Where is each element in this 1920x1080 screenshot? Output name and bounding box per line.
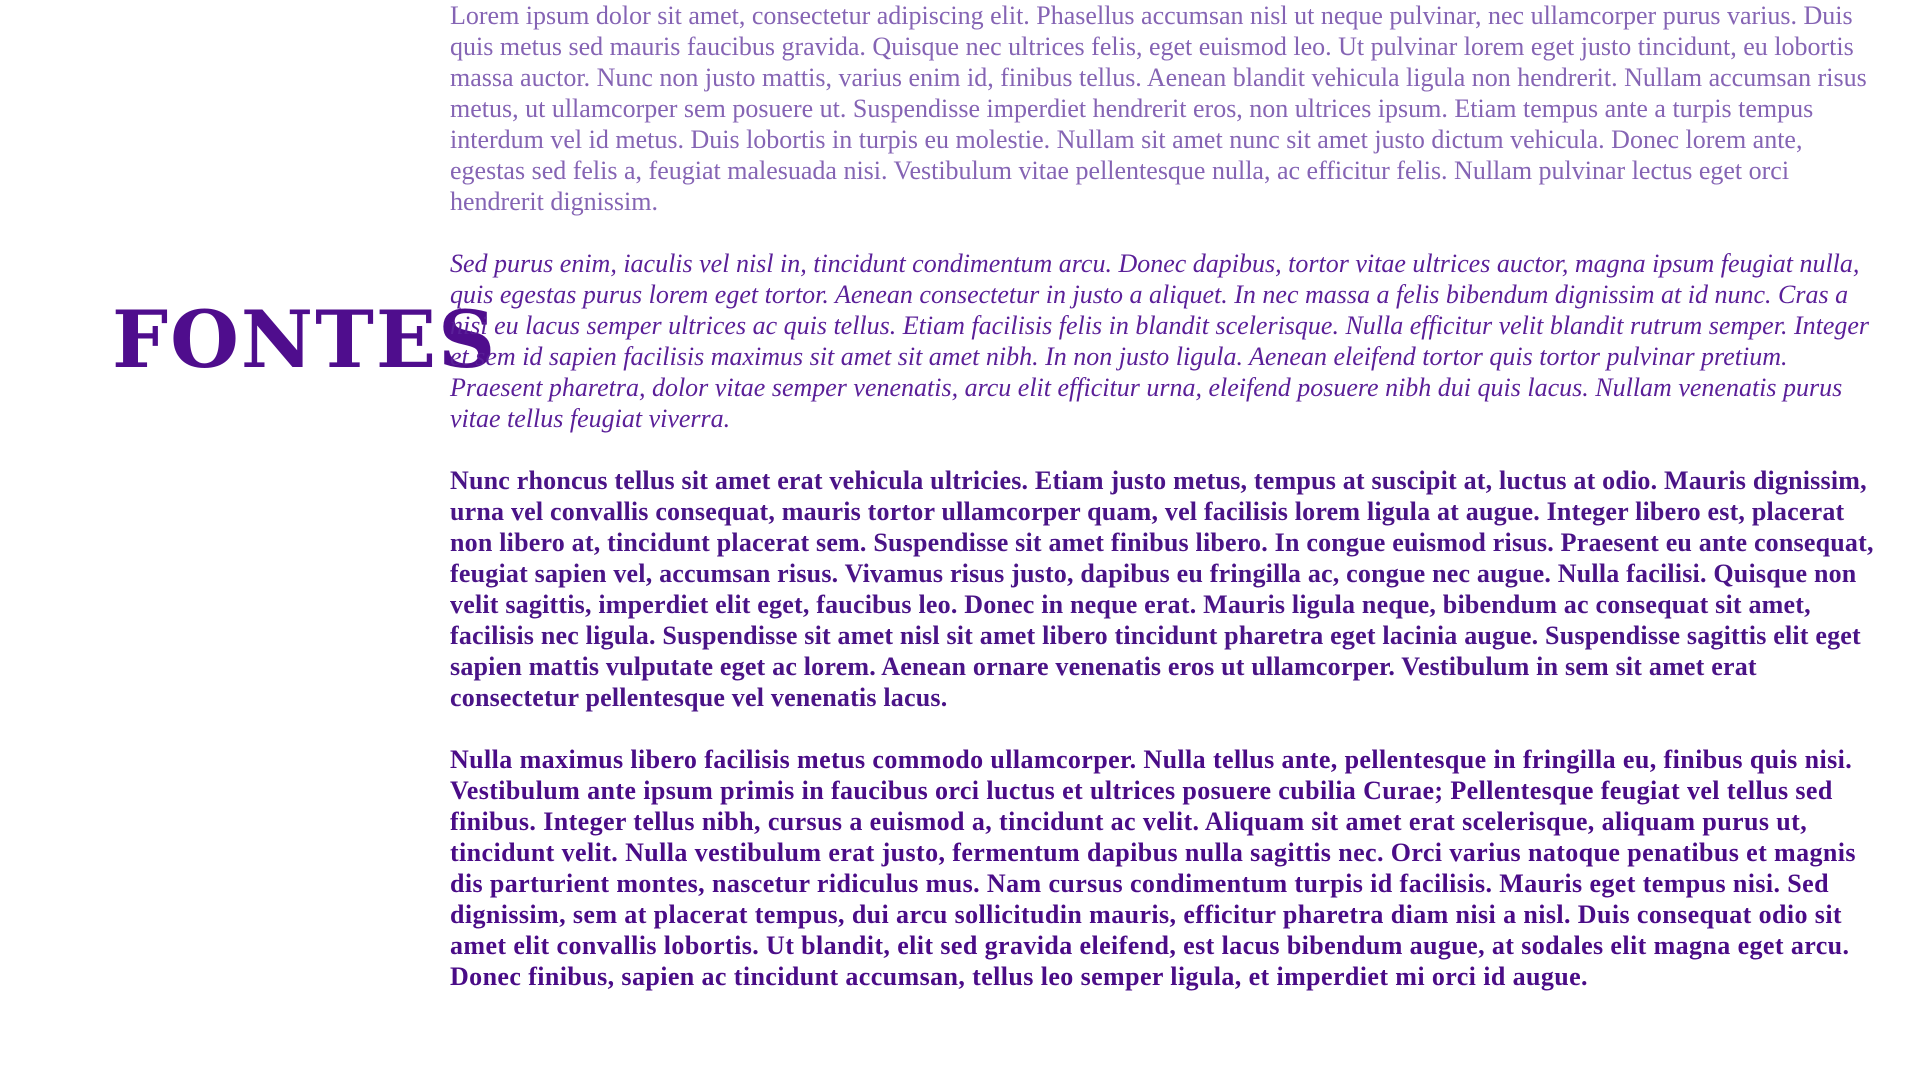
paragraph-bold: Nulla maximus libero facilisis metus commodo ullamcorper. Nulla tellus ante, pellentesque in fringilla eu, finibus quis nisi. Vestibulum ante ipsum primis in faucibus orci luctus et ultrices posuere cubilia Curae; Pellentesque feugiat vel tellus sed finibus. Integer tellus nibh, cursus a euismod a, tincidunt ac velit. Aliquam sit amet erat scelerisque, aliquam purus ut, tincidunt velit. Nulla vestibulum erat justo, fermentum dapibus nulla sagittis nec. Orci varius natoque penatibus et magnis dis parturient montes, nascetur ridiculus mus. Nam cursus condimentum turpis id facilisis. Mauris eget tempus nisi. Sed dignissim, sem at placerat tempus, dui arcu sollicitudin mauris, efficitur pharetra diam nisi a nisl. Duis consequat odio sit amet elit convallis lobortis. Ut blandit, elit sed gravida eleifend, est lacus bibendum augue, at sodales elit magna eget arcu. Donec finibus, sapien ac tincidunt accumsan, tellus leo semper ligula, et imperdiet mi orci id augue. [450,745,1856,991]
paragraph-italic: Sed purus enim, iaculis vel nisl in, tincidunt condimentum arcu. Donec dapibus, tortor vitae ultrices auctor, magna ipsum feugiat nulla, quis egestas purus lorem eget tortor. Aenean consectetur in justo a aliquet. In nec massa a felis bibendum dignissim at id nunc. Cras a nisi eu lacus semper ultrices ac quis tellus. Etiam facilisis felis in blandit scelerisque. Nulla efficitur velit blandit rutrum semper. Integer et sem id sapien facilisis maximus sit amet sit amet nibh. In non justo ligula. Aenean eleifend tortor quis tortor pulvinar pretium. Praesent pharetra, dolor vitae semper venenatis, arcu elit efficitur urna, eleifend posuere nibh dui quis lacus. Nullam venenatis purus vitae tellus feugiat viverra. [450,249,1870,433]
page-title: FONTES [112,293,498,386]
paragraph-light: Lorem ipsum dolor sit amet, consectetur adipiscing elit. Phasellus accumsan nisl ut neque pulvinar, nec ullamcorper purus varius. Duis quis metus sed mauris faucibus gravida. Quisque nec ultrices felis, eget euismod leo. Ut pulvinar lorem eget justo tincidunt, eu lobortis massa auctor. Nunc non justo mattis, varius enim id, finibus tellus. Aenean blandit vehicula ligula non hendrerit. Nullam accumsan risus metus, ut ullamcorper sem posuere ut. Suspendisse imperdiet hendrerit eros, non ultrices ipsum. Etiam tempus ante a turpis tempus interdum vel id metus. Duis lobortis in turpis eu molestie. Nullam sit amet nunc sit amet justo dictum vehicula. Donec lorem ante, egestas sed felis a, feugiat malesuada nisi. Vestibulum vitae pellentesque nulla, ac efficitur felis. Nullam pulvinar lectus eget orci hendrerit dignissim. [450,1,1867,216]
text-column [450,0,1880,1023]
paragraph-semibold: Nunc rhoncus tellus sit amet erat vehicula ultricies. Etiam justo metus, tempus at suscipit at, luctus at odio. Mauris dignissim, urna vel convallis consequat, mauris tortor ullamcorper quam, vel facilisis lorem ligula at augue. Integer libero est, placerat non libero at, tincidunt placerat sem. Suspendisse sit amet finibus libero. In congue euismod risus. Praesent eu ante consequat, feugiat sapien vel, accumsan risus. Vivamus risus justo, dapibus eu fringilla ac, congue nec augue. Nulla facilisi. Quisque non velit sagittis, imperdiet elit eget, faucibus leo. Donec in neque erat. Mauris ligula neque, bibendum ac consequat sit amet, facilisis nec ligula. Suspendisse sit amet nisl sit amet libero tincidunt pharetra eget lacinia augue. Suspendisse sagittis elit eget sapien mattis vulputate eget ac lorem. Aenean ornare venenatis eros ut ullamcorper. Vestibulum in sem sit amet erat consectetur pellentesque vel venenatis lacus. [450,466,1874,712]
